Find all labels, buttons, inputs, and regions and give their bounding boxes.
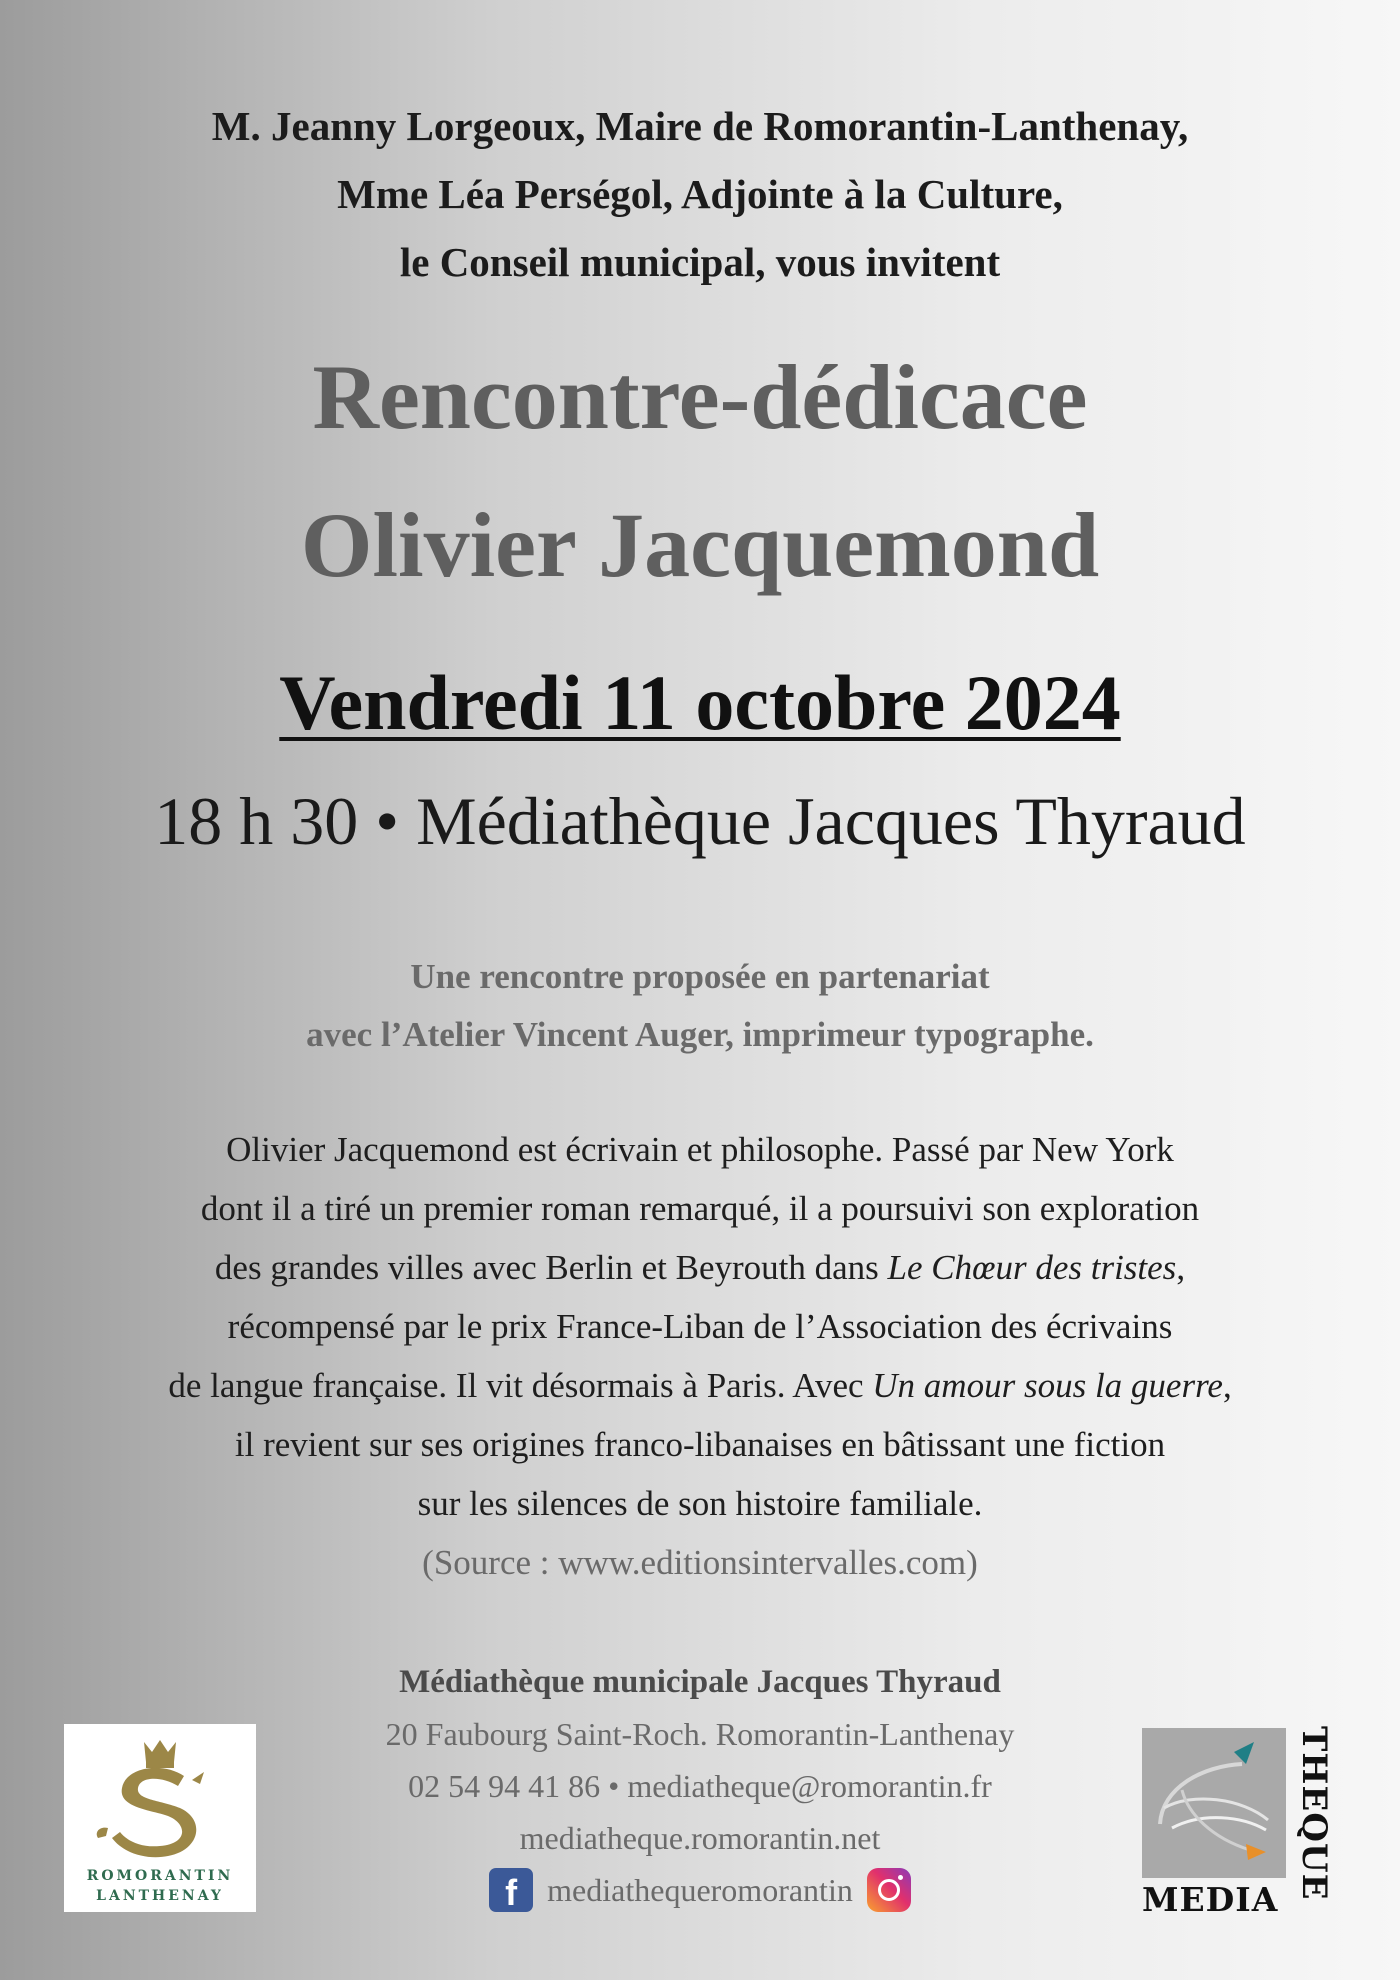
bio-line: sur les silences de son histoire familiale. (417, 1484, 983, 1523)
inviter-line: M. Jeanny Lorgeoux, Maire de Romorantin-Lanthenay, (211, 103, 1189, 149)
logo-word-theque: THEQUE (1294, 1726, 1334, 1901)
event-title: Rencontre-dédicace (312, 346, 1088, 448)
mediatheque-logo (1138, 1722, 1338, 1918)
inviter-line: Mme Léa Perségol, Adjointe à la Culture, (337, 171, 1063, 217)
logo-word-media: MEDIA (1142, 1880, 1279, 1919)
author-name: Olivier Jacquemond (300, 494, 1100, 596)
romorantin-logo (64, 1724, 256, 1912)
bio-line: il revient sur ses origines franco-libanaises en bâtissant une fiction (234, 1425, 1166, 1464)
bio-text: de langue française. Il vit désormais à Paris. Avec (168, 1366, 873, 1405)
bio-line: récompensé par le prix France-Liban de l’Association des écrivains (227, 1307, 1173, 1346)
bio-line: Olivier Jacquemond est écrivain et philosophe. Passé par New York (226, 1130, 1174, 1169)
partner-line: avec l’Atelier Vincent Auger, imprimeur typographe. (306, 1015, 1094, 1054)
logo-panel (1142, 1728, 1286, 1878)
bio-line (0, 1356, 1400, 1415)
library-name: Médiathèque municipale Jacques Thyraud (399, 1664, 1001, 1700)
event-date (0, 658, 1400, 748)
partner-line: Une rencontre proposée en partenariat (410, 957, 990, 996)
bio-line: dont il a tiré un premier roman remarqué, il a poursuivi son exploration (200, 1189, 1200, 1228)
library-phone-email: 02 54 94 41 86 • mediatheque@romorantin.fr (408, 1768, 992, 1804)
partner-block (0, 948, 1400, 1064)
social-handle: mediathequeromorantin (547, 1872, 853, 1908)
instagram-icon (867, 1868, 911, 1912)
author-bio (0, 1120, 1400, 1592)
bio-text: , (1222, 1366, 1232, 1405)
inviters-block (0, 92, 1400, 296)
social-links (489, 1864, 911, 1916)
bio-source: (Source : www.editionsintervalles.com) (422, 1543, 978, 1582)
library-address: 20 Faubourg Saint-Roch. Romorantin-Lanthenay (385, 1716, 1015, 1752)
event-date-text: Vendredi 11 octobre 2024 (279, 659, 1121, 746)
event-time-venue: 18 h 30 • Médiathèque Jacques Thyraud (154, 783, 1246, 859)
book-arc-icon (1142, 1728, 1286, 1878)
book-title: Un amour sous la guerre (872, 1366, 1223, 1405)
bio-line (0, 1238, 1400, 1297)
book-title: Le Chœur des tristes (887, 1248, 1177, 1287)
library-website: mediatheque.romorantin.net (519, 1820, 881, 1856)
logo-text-line1: ROMORANTIN (86, 1868, 234, 1884)
bio-text: , (1176, 1248, 1186, 1287)
inviter-line: le Conseil municipal, vous invitent (399, 239, 1001, 285)
logo-text-line2: LANTHENAY (96, 1888, 224, 1904)
facebook-icon: f (489, 1868, 533, 1912)
bio-text: des grandes villes avec Berlin et Beyrouth dans (214, 1248, 888, 1287)
salamander-seal-icon (64, 1732, 256, 1862)
